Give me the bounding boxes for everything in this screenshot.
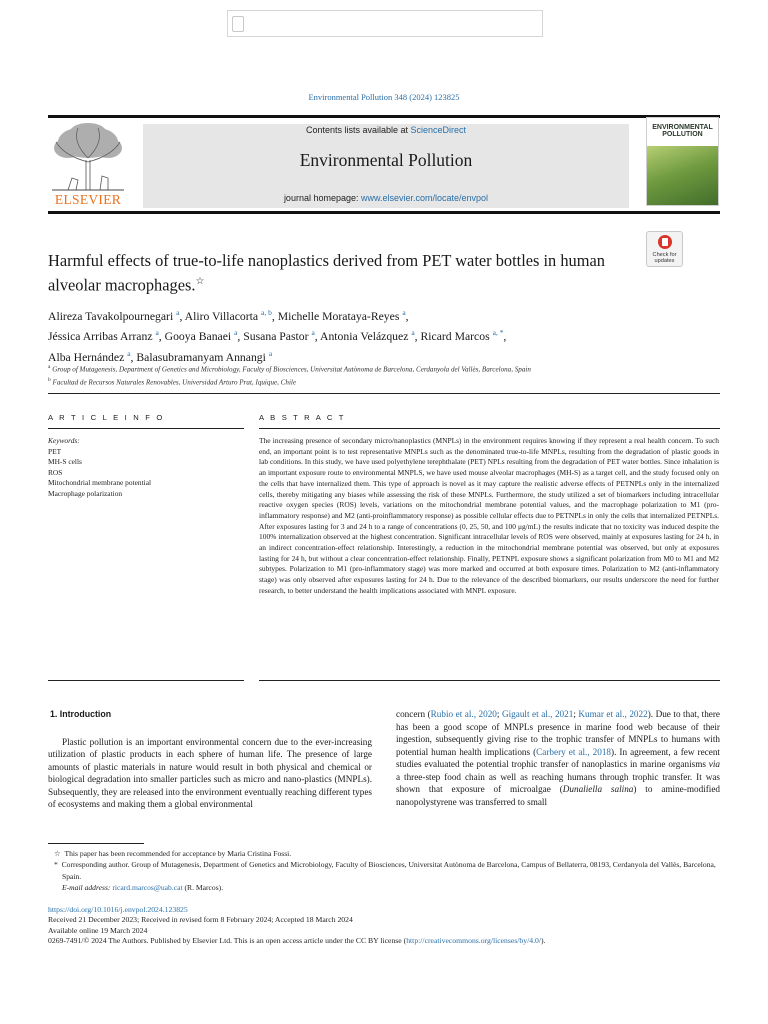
received-dates: Received 21 December 2023; Received in revised form 8 February 2024; Accepted 18 March 2024 [48,915,353,925]
elsevier-tree-icon [48,122,128,192]
author-separator: , [179,309,185,323]
affiliation-line: $^b$ Facultad de Recursos Naturales Renovables, Universidad Arturo Prat, Iquique, Chile [48,377,297,387]
toolbar-checkbox-icon[interactable] [232,16,244,32]
abstract-text: The increasing presence of secondary micro/nanoplastics (MNPLs) in the environment requires knowing if they represent a real health concern. To such end, an important point is to test representative MNPLs such as the denominated true-to-life MNPLs, resulting from the degradation of plastic goods in lab conditions. In this study, we have used polyethylene terephthalate (PET) NPLs resulting from the degradation of PET water bottles. Since inhalation is an important exposure route to environmental MNPLS, we have used mouse alveolar macrophages (MH-S) as a target cell, and the study focused only on the cells that have internalized them. This type of approach is novel as it may capture the realistic adverse effects of PETNPLs only in the internalized cells, thereby mitigating any biases while assessing the risk of these MNPLs. Furthermore, the study utilized a set of biomarkers including intracellular reactive oxygen species (ROS) levels, variations on the mitochondrial membrane potential values, and the macrophage polarization to M1 (pro-inflammatory response) and M2 (anti-proinflammatory response) as possible cellular effects due to PETNPLs in only the cells that internalized PETNPLs. After exposures lasting for 3 and 24 h to a range of concentrations (0, 25, 50, and 100 μg/mL) the results indicate that no toxicity was induced despite the 100% internalization observed at the highest concentration. Significant intracellular levels of ROS were observed, mainly at exposures lasting for 24 h, in an indirect concentration-effect relationship. Interestingly, a reduction in the mitochondrial membrane potential was observed, but only at exposures lasting for 24 h, but without a clear concentration-effect relationship. Finally, PETNPL exposure shows a significant polarization from M0 to M1 and M2 subtypes. Polarization to M1 (pro-inflammatory stage) was more marked and occurred at both exposure times. Polarization to M2 (anti-inflammatory stage) was only observed after exposures lasting for 24 h. Due to the relevance of the described biomarkers, our results underscore the need for further research, to better understand the health implications associated with MNPL exposure. [259,436,719,595]
sciencedirect-link[interactable]: ScienceDirect [410,125,467,135]
author-separator: , [237,330,244,344]
footnote-email: E-mail address: ricard.marcos@uab.cat (R. Marcos). [62,883,224,893]
author-separator: , [314,330,320,344]
title-footnote-mark: ☆ [195,276,205,287]
divider-affiliations [48,393,720,394]
footnote-recommendation: ☆ This paper has been recommended for acceptance by Maria Cristina Fossi. [54,849,292,858]
author-separator: , [158,330,165,344]
divider-article-info [48,428,244,429]
author-separator: , [405,309,409,323]
author-name[interactable]: Antonia Velázquez [320,330,409,344]
author-affiliation-mark[interactable]: a [411,328,415,338]
author-affiliation-mark[interactable]: a [311,328,315,338]
body-column-right [396,708,720,808]
contents-prefix: Contents lists available at [305,125,411,135]
footnote-rule [48,843,144,844]
divider-abstract [259,428,720,429]
journal-cover-thumbnail[interactable] [646,117,719,206]
journal-name: Environmental Pollution [299,150,473,170]
cover-title: ENVIRONMENTAL POLLUTION [652,124,713,138]
abstract-heading: A B S T R A C T [259,413,346,422]
article-title: Harmful effects of true-to-life nanoplastics derived from PET water bottles in human alveolar macrophages.☆ [48,251,605,295]
elsevier-logo [48,122,128,208]
author-affiliation-mark[interactable]: a, b [261,308,272,317]
author-affiliation-mark[interactable]: a [176,308,180,317]
ref-carbery-2018[interactable]: Carbery et al., 2018 [536,746,612,757]
crossmark-label: Check for updates [652,252,677,264]
intro-paragraph-left: Plastic pollution is an important environmental concern due to the ever-increasing utilization of plastic products in each sphere of human life. The presence of large amounts of plastic materials in nature would result in both physical and chemical or biological degradation into smaller particles such as micro and nano-plastics (MNPLs). Subsequently, they are released into the environment eventually reaching different types of ecosystems and making them a global environmental [48,736,373,809]
ref-kumar-2022[interactable]: Kumar et al., 2022 [578,709,648,719]
ref-rubio-2020[interactable]: Rubio et al., 2020 [430,709,497,719]
journal-homepage-link[interactable]: www.elsevier.com/locate/envpol [361,193,489,203]
email-link[interactable]: ricard.marcos@uab.cat [112,883,183,893]
footnotes [48,848,720,894]
author-separator: , [130,350,137,364]
author-affiliation-mark[interactable]: a [268,348,273,358]
publication-info [48,905,728,946]
divider-abstract-end [259,680,720,681]
author-affiliation-mark[interactable]: a, * [492,328,504,338]
divider-info-end [48,680,244,681]
keyword-item: Macrophage polarization [48,488,123,498]
crossmark-bookmark [662,238,668,246]
author-name[interactable]: Jéssica Arribas Arranz [48,330,153,344]
license-link[interactable]: http://creativecommons.org/licenses/by/4.0/ [406,935,541,945]
author-affiliation-mark[interactable]: a [402,308,406,317]
journal-header-band [143,124,629,208]
author-separator: , [414,330,421,344]
author-affiliation-mark[interactable]: a [234,328,238,338]
species-name: Dunaliella salina [562,784,634,794]
cover-image [647,146,718,206]
affiliation-line: $^a$ Group of Mutagenesis, Department of Genetics and Microbiology, Faculty of Biosciences, Universitat Autònoma de Barcelona, Cerdanyola del Vallès, Barcelona, Spain [48,364,531,374]
author-name[interactable]: Alireza Tavakolpournegari [48,309,174,323]
homepage-prefix: journal homepage: [283,193,361,203]
contents-line [143,125,629,135]
keywords-list [48,447,248,500]
author-name[interactable]: Balasubramanyam Annangi [136,350,266,364]
homepage-line [143,193,629,203]
keywords-block [48,436,248,500]
elsevier-wordmark: ELSEVIER [54,192,122,207]
license-line: 0269-7491/© 2024 The Authors. Published by Elsevier Ltd. This is an open access article under the CC BY license (http://creativecommons.org/licenses/by/4.0/). [48,935,546,945]
section-heading-introduction: 1. Introduction [50,709,112,719]
article-info-heading: A R T I C L E I N F O [48,413,165,422]
author-affiliation-mark[interactable]: a [155,328,159,338]
intro-paragraph-right: concern (Rubio et al., 2020; Gigault et al., 2021; Kumar et al., 2022). Due to that, there has been a good scope of MNPLs presence in marine food web because of their ingestion, subsequently giving rise to the trophic transfer of MNPLs to humans with potential human health implications (Carbery et al., 2018). In agreement, a few recent studies evaluated the potential trophic transfer of nanoplastics in marine organisms via a three-step food chain as well as reaching humans through trophic transfer. It was shown that exposure of microalgae (Dunaliella salina) to amine-modified nanopolystyrene was transferred to small [396,709,721,807]
body-column-left [48,708,372,811]
ref-gigault-2021[interactable]: Gigault et al., 2021 [501,709,574,719]
keyword-item: PET [48,446,62,456]
author-name[interactable]: Susana Pastor [243,330,309,344]
author-name[interactable]: Ricard Marcos [420,330,490,344]
author-name[interactable]: Gooya Banaei [164,330,232,344]
available-online: Available online 19 March 2024 [48,925,148,935]
header-rule-bottom [48,211,720,214]
affiliation-list [48,362,728,389]
doi-link[interactable]: https://doi.org/10.1016/j.envpol.2024.123825 [48,905,188,914]
journal-citation[interactable]: Environmental Pollution 348 (2024) 123825 [308,92,460,102]
footnote-corresponding-author: * Corresponding author. Group of Mutagenesis, Department of Genetics and Microbiology, Faculty of Biosciences, Universitat Autònoma de Barcelona, Campus of Bellaterra, 08193, Cerdanyola del Vallès, Barcelona, Spain. [54,860,716,881]
author-name[interactable]: Aliro Villacorta [184,309,259,323]
author-separator: , [503,330,507,344]
keywords-label: Keywords: [48,436,80,445]
keyword-item: Mitochondrial membrane potential [48,478,152,488]
author-affiliation-mark[interactable]: a [127,348,131,358]
viewer-toolbar [227,10,543,37]
header-rule-top [48,115,720,118]
author-list [48,305,688,366]
keyword-item: ROS [48,467,63,477]
keyword-item: MH-S cells [48,457,82,467]
author-separator: , [271,309,278,323]
author-name[interactable]: Michelle Morataya-Reyes [277,309,400,323]
author-name[interactable]: Alba Hernández [48,350,125,364]
crossmark-icon[interactable] [646,231,683,267]
